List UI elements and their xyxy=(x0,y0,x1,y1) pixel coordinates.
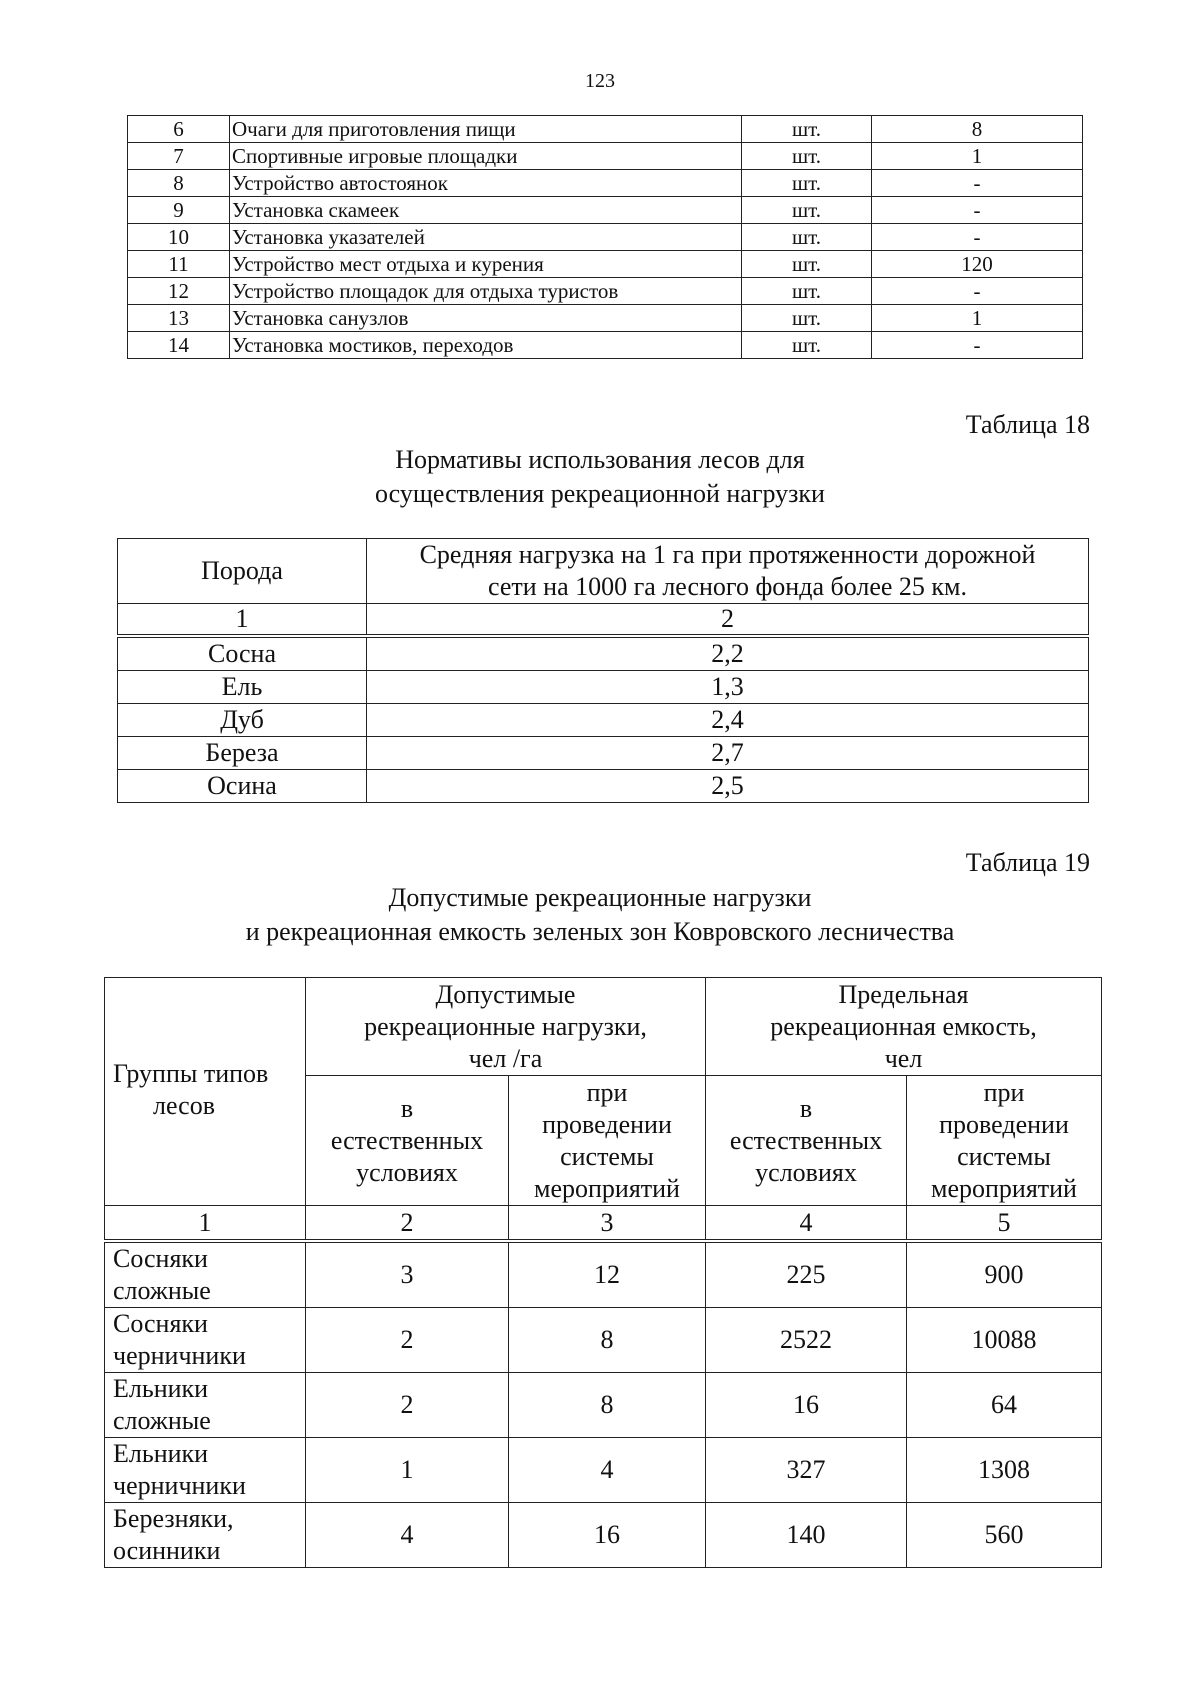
capacity-natural: 2522 xyxy=(706,1308,907,1373)
measure-name: Устройство мест отдыха и курения xyxy=(230,251,742,278)
unit: шт. xyxy=(742,143,872,170)
table-row xyxy=(105,1438,1102,1503)
average-load-value: 2,4 xyxy=(367,704,1089,737)
quantity: - xyxy=(872,332,1083,359)
header-permissible-load-line1: Допустимые xyxy=(435,979,576,1009)
column-number: 2 xyxy=(367,604,1089,637)
subheader-natural-line2: естественных xyxy=(729,1125,883,1155)
header-permissible-load-line3: чел /га xyxy=(468,1043,543,1073)
average-load-value: 2,7 xyxy=(367,737,1089,770)
table-row xyxy=(128,197,1083,224)
header-average-load xyxy=(367,539,1089,604)
measure-name: Установка мостиков, переходов xyxy=(230,332,742,359)
capacity-natural: 225 xyxy=(706,1241,907,1308)
capacity-with-measures: 900 xyxy=(907,1241,1102,1308)
forest-group-name-line2: сложные xyxy=(113,1276,211,1305)
species-name: Ель xyxy=(118,671,367,704)
forest-group-name xyxy=(105,1438,306,1503)
subheader-measures-line3: системы xyxy=(957,1141,1051,1171)
measure-name: Спортивные игровые площадки xyxy=(230,143,742,170)
average-load-value: 1,3 xyxy=(367,671,1089,704)
subheader-natural-line2: естественных xyxy=(330,1125,484,1155)
column-number: 2 xyxy=(306,1206,509,1242)
measure-name: Очаги для приготовления пищи xyxy=(230,116,742,143)
row-number: 8 xyxy=(128,170,230,197)
species-name: Осина xyxy=(118,770,367,803)
forest-group-name-line2: осинники xyxy=(113,1536,221,1565)
header-forest-groups xyxy=(105,978,306,1206)
table-row xyxy=(128,278,1083,305)
load-natural: 2 xyxy=(306,1308,509,1373)
header-max-capacity xyxy=(706,978,1102,1076)
table18-label: Таблица 18 xyxy=(965,410,1090,439)
forest-group-name-line1: Сосняки xyxy=(113,1244,208,1273)
subheader-with-measures xyxy=(509,1076,706,1206)
subheader-measures-line2: проведении xyxy=(939,1109,1069,1139)
unit: шт. xyxy=(742,224,872,251)
measure-name: Устройство автостоянок xyxy=(230,170,742,197)
table-row xyxy=(128,170,1083,197)
quantity: 120 xyxy=(872,251,1083,278)
column-number: 5 xyxy=(907,1206,1102,1242)
average-load-value: 2,5 xyxy=(367,770,1089,803)
forest-group-name xyxy=(105,1373,306,1438)
table19-title-line2: и рекреационная емкость зеленых зон Ковровского лесничества xyxy=(245,917,955,946)
table-row xyxy=(128,251,1083,278)
table-header-row xyxy=(118,539,1089,604)
load-natural: 3 xyxy=(306,1241,509,1308)
forest-usage-norms-table xyxy=(117,538,1089,803)
column-number: 3 xyxy=(509,1206,706,1242)
species-name: Сосна xyxy=(118,636,367,671)
column-number-row xyxy=(105,1206,1102,1242)
species-name: Дуб xyxy=(118,704,367,737)
forest-group-name-line1: Березняки, xyxy=(113,1504,234,1533)
forest-group-name xyxy=(105,1241,306,1308)
table-row xyxy=(128,305,1083,332)
table-row xyxy=(118,671,1089,704)
header-forest-groups-line1: Группы типов xyxy=(113,1059,269,1088)
quantity: - xyxy=(872,170,1083,197)
load-with-measures: 12 xyxy=(509,1241,706,1308)
unit: шт. xyxy=(742,197,872,224)
forest-group-name xyxy=(105,1503,306,1568)
header-average-load-line2: сети на 1000 га лесного фонда более 25 км. xyxy=(487,572,968,601)
load-with-measures: 4 xyxy=(509,1438,706,1503)
unit: шт. xyxy=(742,251,872,278)
unit: шт. xyxy=(742,170,872,197)
row-number: 6 xyxy=(128,116,230,143)
capacity-with-measures: 1308 xyxy=(907,1438,1102,1503)
header-species: Порода xyxy=(118,539,367,604)
forest-group-name-line2: черничники xyxy=(113,1471,246,1500)
subheader-with-measures xyxy=(907,1076,1102,1206)
table-row xyxy=(128,143,1083,170)
forest-group-name-line1: Ельники xyxy=(113,1439,209,1468)
quantity: 1 xyxy=(872,143,1083,170)
column-number-row xyxy=(118,604,1089,637)
table-row xyxy=(118,737,1089,770)
measures-table-continuation xyxy=(127,115,1083,359)
quantity: - xyxy=(872,224,1083,251)
header-forest-groups-line2: лесов xyxy=(153,1091,215,1120)
table19-label: Таблица 19 xyxy=(965,848,1090,877)
capacity-with-measures: 64 xyxy=(907,1373,1102,1438)
table-header-row xyxy=(105,978,1102,1076)
header-max-capacity-line1: Предельная xyxy=(838,979,969,1009)
header-max-capacity-line2: рекреационная емкость, xyxy=(770,1011,1037,1041)
row-number: 10 xyxy=(128,224,230,251)
subheader-measures-line1: при xyxy=(586,1077,628,1107)
unit: шт. xyxy=(742,305,872,332)
measure-name: Установка скамеек xyxy=(230,197,742,224)
header-permissible-load xyxy=(306,978,706,1076)
average-load-value: 2,2 xyxy=(367,636,1089,671)
header-permissible-load-line2: рекреационные нагрузки, xyxy=(364,1011,647,1041)
subheader-natural-line1: в xyxy=(799,1093,813,1123)
load-natural: 4 xyxy=(306,1503,509,1568)
table-row xyxy=(128,332,1083,359)
row-number: 12 xyxy=(128,278,230,305)
table-row xyxy=(105,1503,1102,1568)
row-number: 14 xyxy=(128,332,230,359)
subheader-natural-line1: в xyxy=(400,1093,414,1123)
page-number: 123 xyxy=(585,70,615,92)
column-number: 4 xyxy=(706,1206,907,1242)
subheader-measures-line3: системы xyxy=(560,1141,654,1171)
species-name: Береза xyxy=(118,737,367,770)
subheader-natural-line3: условиях xyxy=(356,1157,458,1187)
table-row xyxy=(118,636,1089,671)
table-row xyxy=(118,704,1089,737)
measure-name: Устройство площадок для отдыха туристов xyxy=(230,278,742,305)
subheader-measures-line2: проведении xyxy=(542,1109,672,1139)
load-with-measures: 8 xyxy=(509,1308,706,1373)
header-average-load-line1: Средняя нагрузка на 1 га при протяженности дорожной xyxy=(419,540,1036,569)
quantity: - xyxy=(872,197,1083,224)
subheader-measures-line1: при xyxy=(983,1077,1025,1107)
subheader-natural-conditions xyxy=(706,1076,907,1206)
table-row xyxy=(105,1241,1102,1308)
forest-group-name xyxy=(105,1308,306,1373)
capacity-with-measures: 10088 xyxy=(907,1308,1102,1373)
table18-title-line2: осуществления рекреационной нагрузки xyxy=(375,479,825,508)
capacity-natural: 140 xyxy=(706,1503,907,1568)
column-number: 1 xyxy=(105,1206,306,1242)
forest-group-name-line2: черничники xyxy=(113,1341,246,1370)
unit: шт. xyxy=(742,278,872,305)
unit: шт. xyxy=(742,116,872,143)
forest-group-name-line1: Ельники xyxy=(113,1374,209,1403)
table18-title-line1: Нормативы использования лесов для xyxy=(395,445,805,474)
table-row xyxy=(128,116,1083,143)
table-row xyxy=(105,1308,1102,1373)
table-row xyxy=(128,224,1083,251)
measure-name: Установка указателей xyxy=(230,224,742,251)
subheader-natural-conditions xyxy=(306,1076,509,1206)
table19-title-line1: Допустимые рекреационные нагрузки xyxy=(388,883,812,912)
subheader-measures-line4: мероприятий xyxy=(534,1173,680,1203)
forest-group-name-line1: Сосняки xyxy=(113,1309,208,1338)
subheader-natural-line3: условиях xyxy=(755,1157,857,1187)
load-with-measures: 16 xyxy=(509,1503,706,1568)
quantity: 1 xyxy=(872,305,1083,332)
capacity-natural: 327 xyxy=(706,1438,907,1503)
load-with-measures: 8 xyxy=(509,1373,706,1438)
capacity-natural: 16 xyxy=(706,1373,907,1438)
quantity: 8 xyxy=(872,116,1083,143)
unit: шт. xyxy=(742,332,872,359)
recreational-load-table xyxy=(104,977,1102,1568)
row-number: 13 xyxy=(128,305,230,332)
capacity-with-measures: 560 xyxy=(907,1503,1102,1568)
measure-name: Установка санузлов xyxy=(230,305,742,332)
quantity: - xyxy=(872,278,1083,305)
column-number: 1 xyxy=(118,604,367,637)
row-number: 11 xyxy=(128,251,230,278)
row-number: 9 xyxy=(128,197,230,224)
forest-group-name-line2: сложные xyxy=(113,1406,211,1435)
load-natural: 2 xyxy=(306,1373,509,1438)
table-row xyxy=(105,1373,1102,1438)
load-natural: 1 xyxy=(306,1438,509,1503)
table-row xyxy=(118,770,1089,803)
header-max-capacity-line3: чел xyxy=(884,1043,923,1073)
row-number: 7 xyxy=(128,143,230,170)
subheader-measures-line4: мероприятий xyxy=(931,1173,1077,1203)
